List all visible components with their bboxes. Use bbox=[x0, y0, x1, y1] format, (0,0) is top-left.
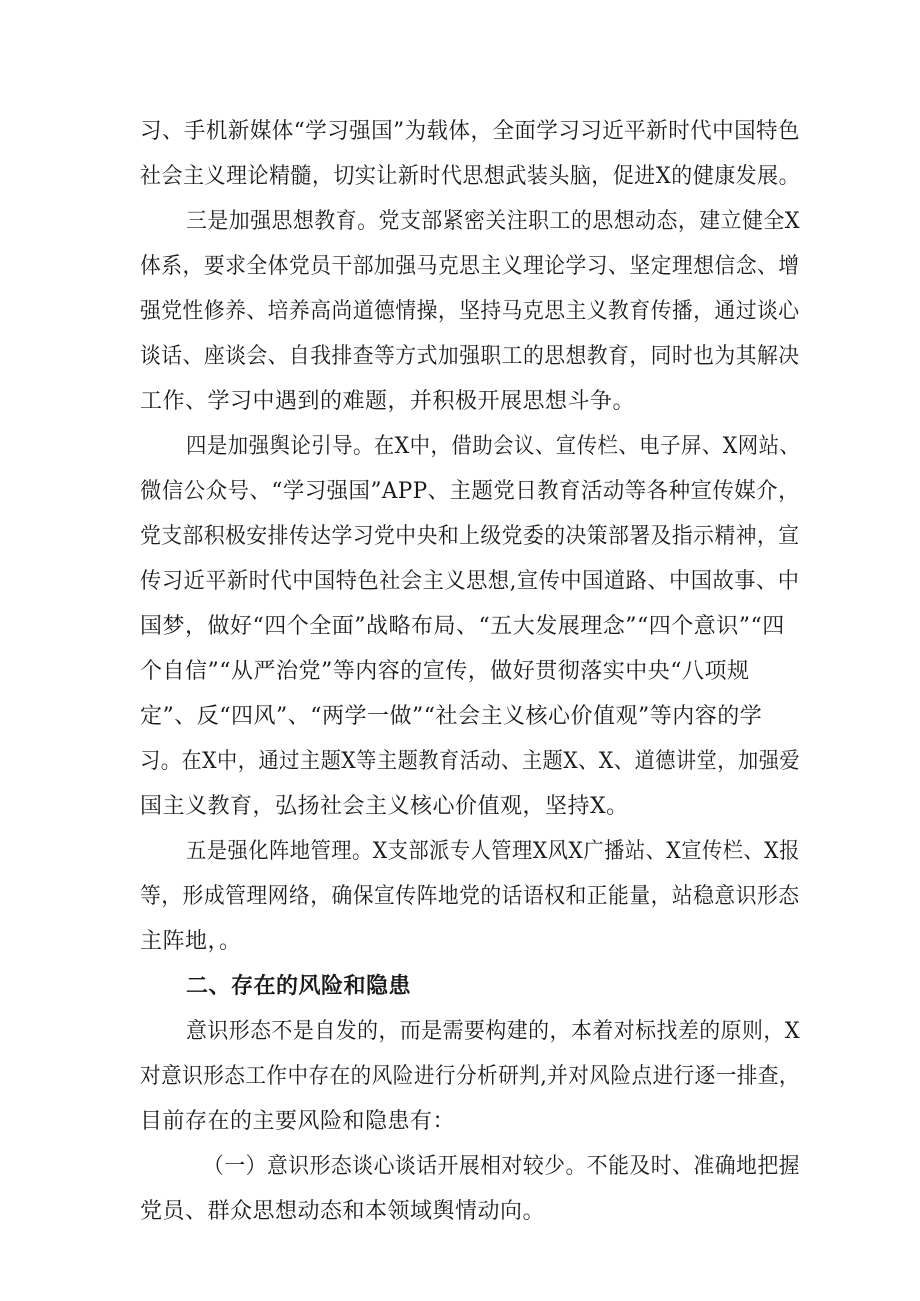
section-heading: 二、存在的风险和隐患 bbox=[186, 974, 412, 999]
paragraph-line: 等，形成管理网络，确保宣传阵地党的话语权和正能量，站稳意识形态 bbox=[140, 884, 800, 909]
paragraph-line: 党员、群众思想动态和本领域舆情动向。 bbox=[140, 1199, 546, 1224]
paragraph-line: 传习近平新时代中国特色社会主义思想,宣传中国道路、中国故事、中 bbox=[140, 569, 800, 594]
paragraph-line: （一）意识形态谈心谈话开展相对较少。不能及时、准确地把握 bbox=[203, 1154, 801, 1179]
paragraph-line: 习。在X中，通过主题X等主题教育活动、主题X、X、道德讲堂，加强爱 bbox=[140, 749, 801, 774]
paragraph-line: 国梦，做好“四个全面”战略布局、“五大发展理念”“四个意识”“四 bbox=[140, 614, 785, 639]
paragraph-line: 定”、反“四风”、“两学一做”“社会主义核心价值观”等内容的学 bbox=[140, 704, 763, 729]
paragraph-line: 主阵地，。 bbox=[140, 929, 242, 954]
paragraph-line: 对意识形态工作中存在的风险进行分析研判,并对风险点进行逐一排查， bbox=[140, 1064, 800, 1089]
paragraph-line: 意识形态不是自发的，而是需要构建的，本着对标找差的原则，X bbox=[186, 1019, 801, 1044]
paragraph-line: 强党性修养、培养高尚道德情操，坚持马克思主义教育传播，通过谈心 bbox=[140, 299, 800, 324]
paragraph-line: 微信公众号、“学习强国”APP、主题党日教育活动等各种宣传媒介， bbox=[140, 479, 800, 504]
paragraph-line: 三是加强思想教育。党支部紧密关注职工的思想动态，建立健全X bbox=[186, 209, 801, 234]
paragraph-line: 国主义教育，弘扬社会主义核心价值观，坚持X。 bbox=[140, 794, 629, 819]
paragraph-line: 党支部积极安排传达学习党中央和上级党委的决策部署及指示精神，宣 bbox=[140, 524, 800, 549]
paragraph-line: 五是强化阵地管理。X支部派专人管理X风X广播站、X宣传栏、X报 bbox=[186, 839, 800, 864]
paragraph-line: 四是加强舆论引导。在X中，借助会议、宣传栏、电子屏、X网站、 bbox=[186, 434, 801, 459]
paragraph-line: 个自信”“从严治党”等内容的宣传，做好贯彻落实中央“八项规 bbox=[140, 659, 750, 684]
paragraph-line: 目前存在的主要风险和隐患有： bbox=[140, 1109, 456, 1134]
paragraph-line: 习、手机新媒体“学习强国”为载体，全面学习习近平新时代中国特色 bbox=[140, 119, 800, 144]
paragraph-line: 谈话、座谈会、自我排查等方式加强职工的思想教育，同时也为其解决 bbox=[140, 344, 800, 369]
paragraph-line: 社会主义理论精髓，切实让新时代思想武装头脑，促进X的健康发展。 bbox=[140, 164, 801, 189]
paragraph-line: 体系，要求全体党员干部加强马克思主义理论学习、坚定理想信念、增 bbox=[140, 254, 800, 279]
paragraph-line: 工作、学习中遇到的难题，并积极开展思想斗争。 bbox=[140, 389, 636, 414]
